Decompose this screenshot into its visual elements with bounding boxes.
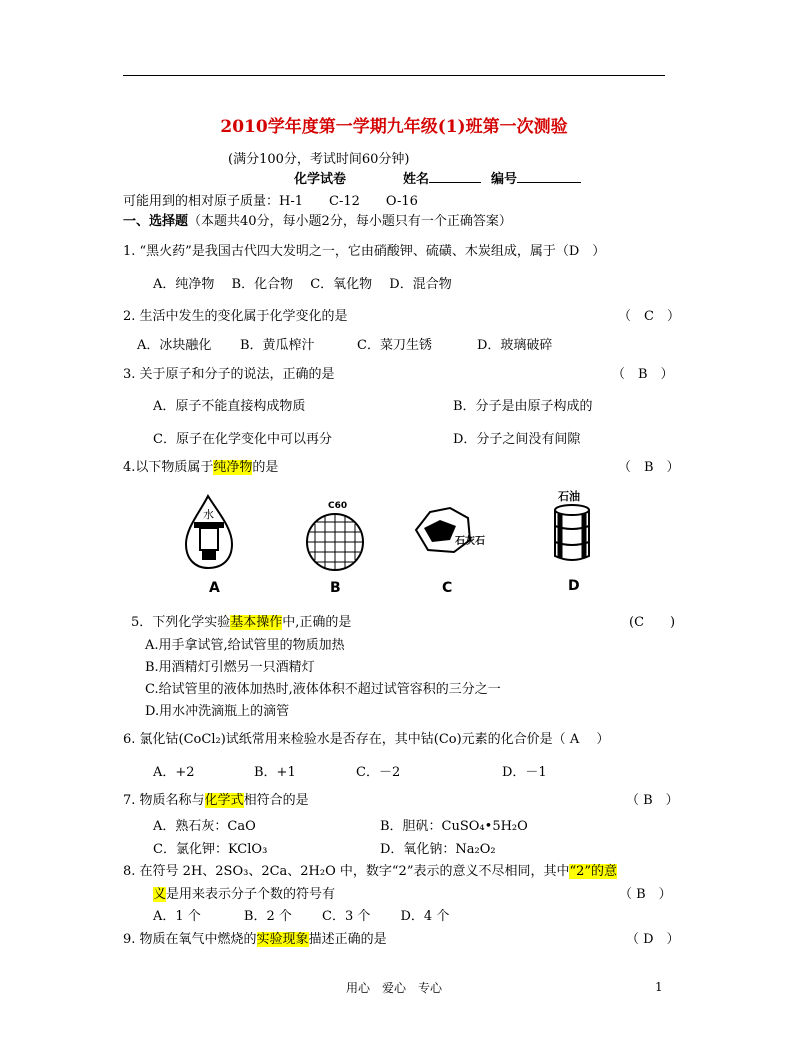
question-4-stem: 4.以下物质属于纯净物的是 [123, 460, 279, 475]
question-9-stem: 9. 物质在氧气中燃烧的实验现象描述正确的是 [123, 932, 387, 947]
question-6-option-a: A．+2 [153, 765, 195, 780]
question-5-stem: 5．下列化学实验基本操作中,正确的是 [131, 615, 352, 630]
question-3-option-b: B．分子是由原子构成的 [453, 399, 593, 414]
question-7-answer: （ B ） [626, 793, 679, 808]
question-1-stem: 1. “黑火药”是我国古代四大发明之一，它由硝酸钾、硫磺、木炭组成，属于（D ） [123, 244, 606, 259]
image-label-a: A [209, 580, 220, 596]
name-label: 姓名 [403, 168, 481, 187]
question-1-options: A．纯净物 B．化合物 C．氧化物 D．混合物 [153, 277, 452, 292]
image-label-b: B [330, 580, 341, 596]
subtitle: (满分100分，考试时间60分钟) [228, 152, 410, 167]
question-7-option-c: C．氯化钾：KClO₃ [153, 842, 268, 857]
question-5-option-b: B.用酒精灯引燃另一只酒精灯 [145, 660, 315, 675]
limestone-label: 石灰石 [455, 536, 485, 547]
question-2-option-c: C．菜刀生锈 [357, 338, 432, 353]
image-label-d: D [568, 578, 580, 594]
question-3-option-a: A．原子不能直接构成物质 [153, 399, 306, 414]
header-rule [123, 75, 665, 76]
c60-label: C60 [328, 501, 348, 511]
question-5-option-c: C.给试管里的液体加热时,液体体积不超过试管容积的三分之一 [145, 682, 501, 697]
water-label: 水 [203, 508, 214, 521]
page-footer: 用心 爱心 专心 [345, 981, 442, 995]
water-faucet-drop-image [180, 492, 240, 572]
question-6-stem: 6. 氯化钴(CoCl₂)试纸常用来检验水是否存在，其中钴(Co)元素的化合价是（ A ） [123, 732, 610, 747]
question-6-option-d: D．－1 [502, 765, 547, 780]
question-6-option-b: B．+1 [254, 765, 296, 780]
question-7-option-d: D．氧化钠：Na₂O₂ [380, 842, 496, 857]
question-5-answer: (C ) [629, 615, 676, 630]
atomic-mass-line: 可能用到的相对原子质量：H-1 C-12 O-16 [123, 194, 418, 209]
question-4-answer: （ B ） [618, 460, 680, 475]
question-8-stem: 8. 在符号 2H、2SO₃、2Ca、2H₂O 中，数字“2”表示的意义不尽相同，其中“2”的意 [123, 864, 618, 879]
question-6-option-c: C．－2 [356, 765, 401, 780]
question-9-answer: （ D ） [626, 932, 680, 947]
question-8-answer: （ B ） [619, 887, 672, 902]
question-5-option-d: D.用水冲洗滴瓶上的滴管 [145, 704, 290, 719]
question-2-option-a: A．冰块融化 [137, 338, 212, 353]
question-3-stem: 3. 关于原子和分子的说法，正确的是 [123, 367, 335, 382]
question-2-answer: （ C ） [618, 309, 680, 324]
question-2-stem: 2. 生活中发生的变化属于化学变化的是 [123, 309, 348, 324]
question-7-stem: 7. 物质名称与化学式相符合的是 [123, 793, 309, 808]
c60-molecule-image [300, 496, 370, 576]
page-number: 1 [655, 980, 663, 994]
number-label: 编号 [491, 168, 581, 187]
question-8-options: A．1 个 B．2 个 C．3 个 D．4 个 [153, 909, 450, 924]
subject-label: 化学试卷 [294, 172, 347, 187]
question-7-option-b: B．胆矾：CuSO₄•5H₂O [380, 819, 528, 834]
question-8-stem-cont: 义是用来表示分子个数的符号有 [153, 887, 336, 902]
question-3-answer: （ B ） [612, 367, 674, 382]
question-5-option-a: A.用手拿试管,给试管里的物质加热 [145, 638, 345, 653]
oil-label: 石油 [558, 490, 580, 503]
question-7-option-a: A．熟石灰：CaO [153, 819, 256, 834]
limestone-image [410, 500, 490, 560]
page-title: 2010学年度第一学期九年级(1)班第一次测验 [220, 117, 568, 137]
question-2-option-b: B．黄瓜榨汁 [240, 338, 315, 353]
question-3-option-c: C．原子在化学变化中可以再分 [153, 432, 332, 447]
oil-barrel-image [548, 488, 598, 568]
question-2-option-d: D．玻璃破碎 [477, 338, 553, 353]
image-label-c: C [442, 580, 453, 596]
question-3-option-d: D．分子之间没有间隙 [453, 432, 581, 447]
section-heading: 一、选择题（本题共40分，每小题2分，每小题只有一个正确答案） [123, 214, 512, 229]
